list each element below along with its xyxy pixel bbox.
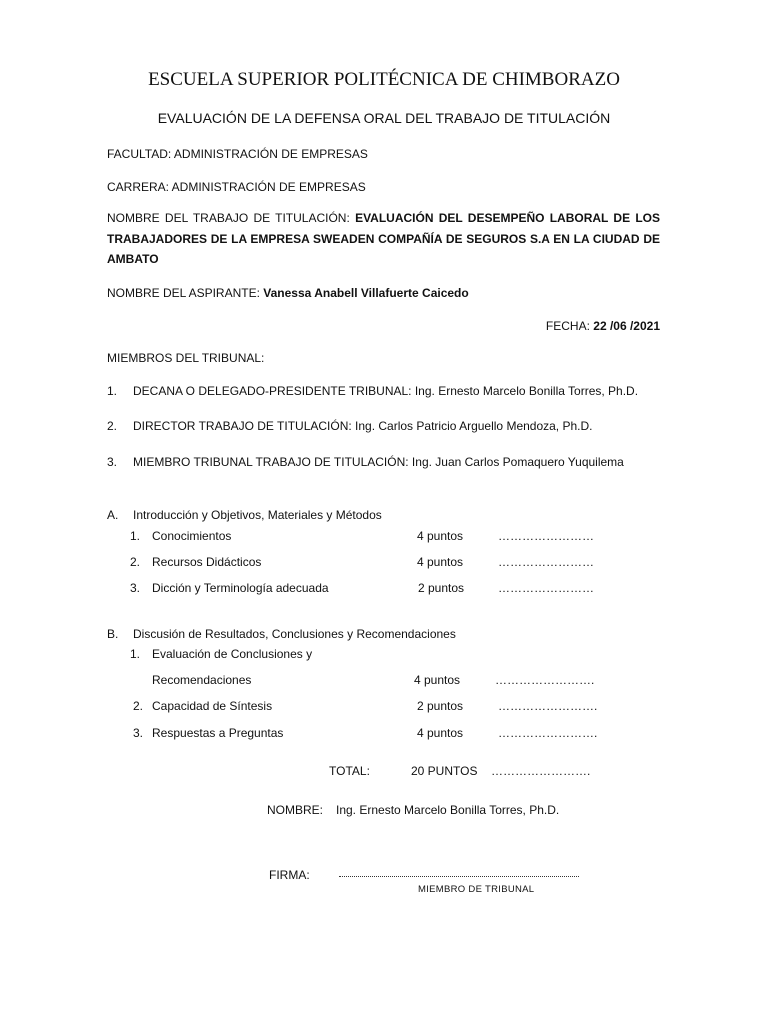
criterion-num: 3. bbox=[130, 581, 141, 595]
criterion-num: 3. bbox=[133, 726, 144, 740]
signature-caption: MIEMBRO DE TRIBUNAL bbox=[418, 884, 535, 895]
candidate-label: NOMBRE DEL ASPIRANTE: bbox=[107, 286, 260, 300]
tribunal-member-num: 1. bbox=[107, 384, 118, 398]
score-blank: …………………… bbox=[498, 581, 594, 595]
criterion-points: 2 puntos bbox=[418, 581, 465, 595]
institution-title: ESCUELA SUPERIOR POLITÉCNICA DE CHIMBORAZO bbox=[148, 69, 620, 90]
total-label: TOTAL: bbox=[329, 764, 370, 778]
criterion-points: 4 puntos bbox=[414, 673, 461, 687]
thesis-title-block bbox=[107, 208, 660, 270]
tribunal-member: DECANA O DELEGADO-PRESIDENTE TRIBUNAL: Ing. Ernesto Marcelo Bonilla Torres, Ph.D. bbox=[133, 384, 639, 398]
thesis-title-value: EVALUACIÓN DEL DESEMPEÑO LABORAL DE LOS TRABAJADORES DE LA EMPRESA SWEADEN COMPAÑÍA DE SEGUROS S.A EN LA CIUDAD DE AMBATO bbox=[107, 211, 660, 266]
tribunal-member-num: 3. bbox=[107, 455, 118, 469]
section-a-title: Introducción y Objetivos, Materiales y Métodos bbox=[133, 508, 382, 522]
criterion-label: Recursos Didácticos bbox=[152, 555, 262, 569]
date-value: 22 /06 /2021 bbox=[593, 319, 660, 333]
tribunal-member: MIEMBRO TRIBUNAL TRABAJO DE TITULACIÓN: Ing. Juan Carlos Pomaquero Yuquilema bbox=[133, 455, 624, 469]
criterion-label: Recomendaciones bbox=[152, 673, 252, 687]
facultad-line: FACULTAD: ADMINISTRACIÓN DE EMPRESAS bbox=[107, 147, 368, 161]
tribunal-member: DIRECTOR TRABAJO DE TITULACIÓN: Ing. Carlos Patricio Arguello Mendoza, Ph.D. bbox=[133, 419, 593, 433]
criterion-label: Dicción y Terminología adecuada bbox=[152, 581, 329, 595]
tribunal-member-num: 2. bbox=[107, 419, 118, 433]
tribunal-heading: MIEMBROS DEL TRIBUNAL: bbox=[107, 351, 265, 365]
date-label: FECHA: bbox=[545, 319, 590, 333]
section-b-letter: B. bbox=[107, 627, 119, 641]
criterion-num: 2. bbox=[130, 555, 141, 569]
section-b-title: Discusión de Resultados, Conclusiones y Recomendaciones bbox=[133, 627, 456, 641]
date-line bbox=[546, 319, 660, 333]
document-title: EVALUACIÓN DE LA DEFENSA ORAL DEL TRABAJO DE TITULACIÓN bbox=[157, 110, 611, 126]
criterion-points: 2 puntos bbox=[417, 699, 464, 713]
signature-label: FIRMA: bbox=[269, 868, 310, 882]
criterion-points: 4 puntos bbox=[417, 726, 464, 740]
signer-name: Ing. Ernesto Marcelo Bonilla Torres, Ph.D. bbox=[336, 803, 560, 817]
section-a-letter: A. bbox=[107, 508, 119, 522]
criterion-num: 1. bbox=[130, 529, 141, 543]
score-blank: ……………………. bbox=[495, 673, 595, 687]
score-blank: …………………… bbox=[498, 555, 594, 569]
candidate-line bbox=[107, 286, 469, 300]
criterion-label-line1: Evaluación de Conclusiones y bbox=[152, 647, 313, 661]
score-blank: ……………………. bbox=[498, 699, 598, 713]
score-blank: …………………… bbox=[498, 529, 594, 543]
carrera-line: CARRERA: ADMINISTRACIÓN DE EMPRESAS bbox=[107, 180, 366, 194]
signer-name-label: NOMBRE: bbox=[267, 803, 324, 817]
total-blank: ……………………. bbox=[491, 764, 591, 778]
total-value: 20 PUNTOS bbox=[411, 764, 478, 778]
criterion-label: Respuestas a Preguntas bbox=[152, 726, 284, 740]
criterion-label: Conocimientos bbox=[152, 529, 232, 543]
criterion-points: 4 puntos bbox=[417, 529, 464, 543]
criterion-num: 1. bbox=[130, 647, 141, 661]
criterion-num: 2. bbox=[133, 699, 144, 713]
signature-line bbox=[339, 876, 579, 877]
criterion-label: Capacidad de Síntesis bbox=[152, 699, 273, 713]
criterion-points: 4 puntos bbox=[417, 555, 464, 569]
thesis-title-label: NOMBRE DEL TRABAJO DE TITULACIÓN: bbox=[107, 211, 350, 225]
score-blank: ……………………. bbox=[498, 726, 598, 740]
candidate-name: Vanessa Anabell Villafuerte Caicedo bbox=[263, 286, 469, 300]
